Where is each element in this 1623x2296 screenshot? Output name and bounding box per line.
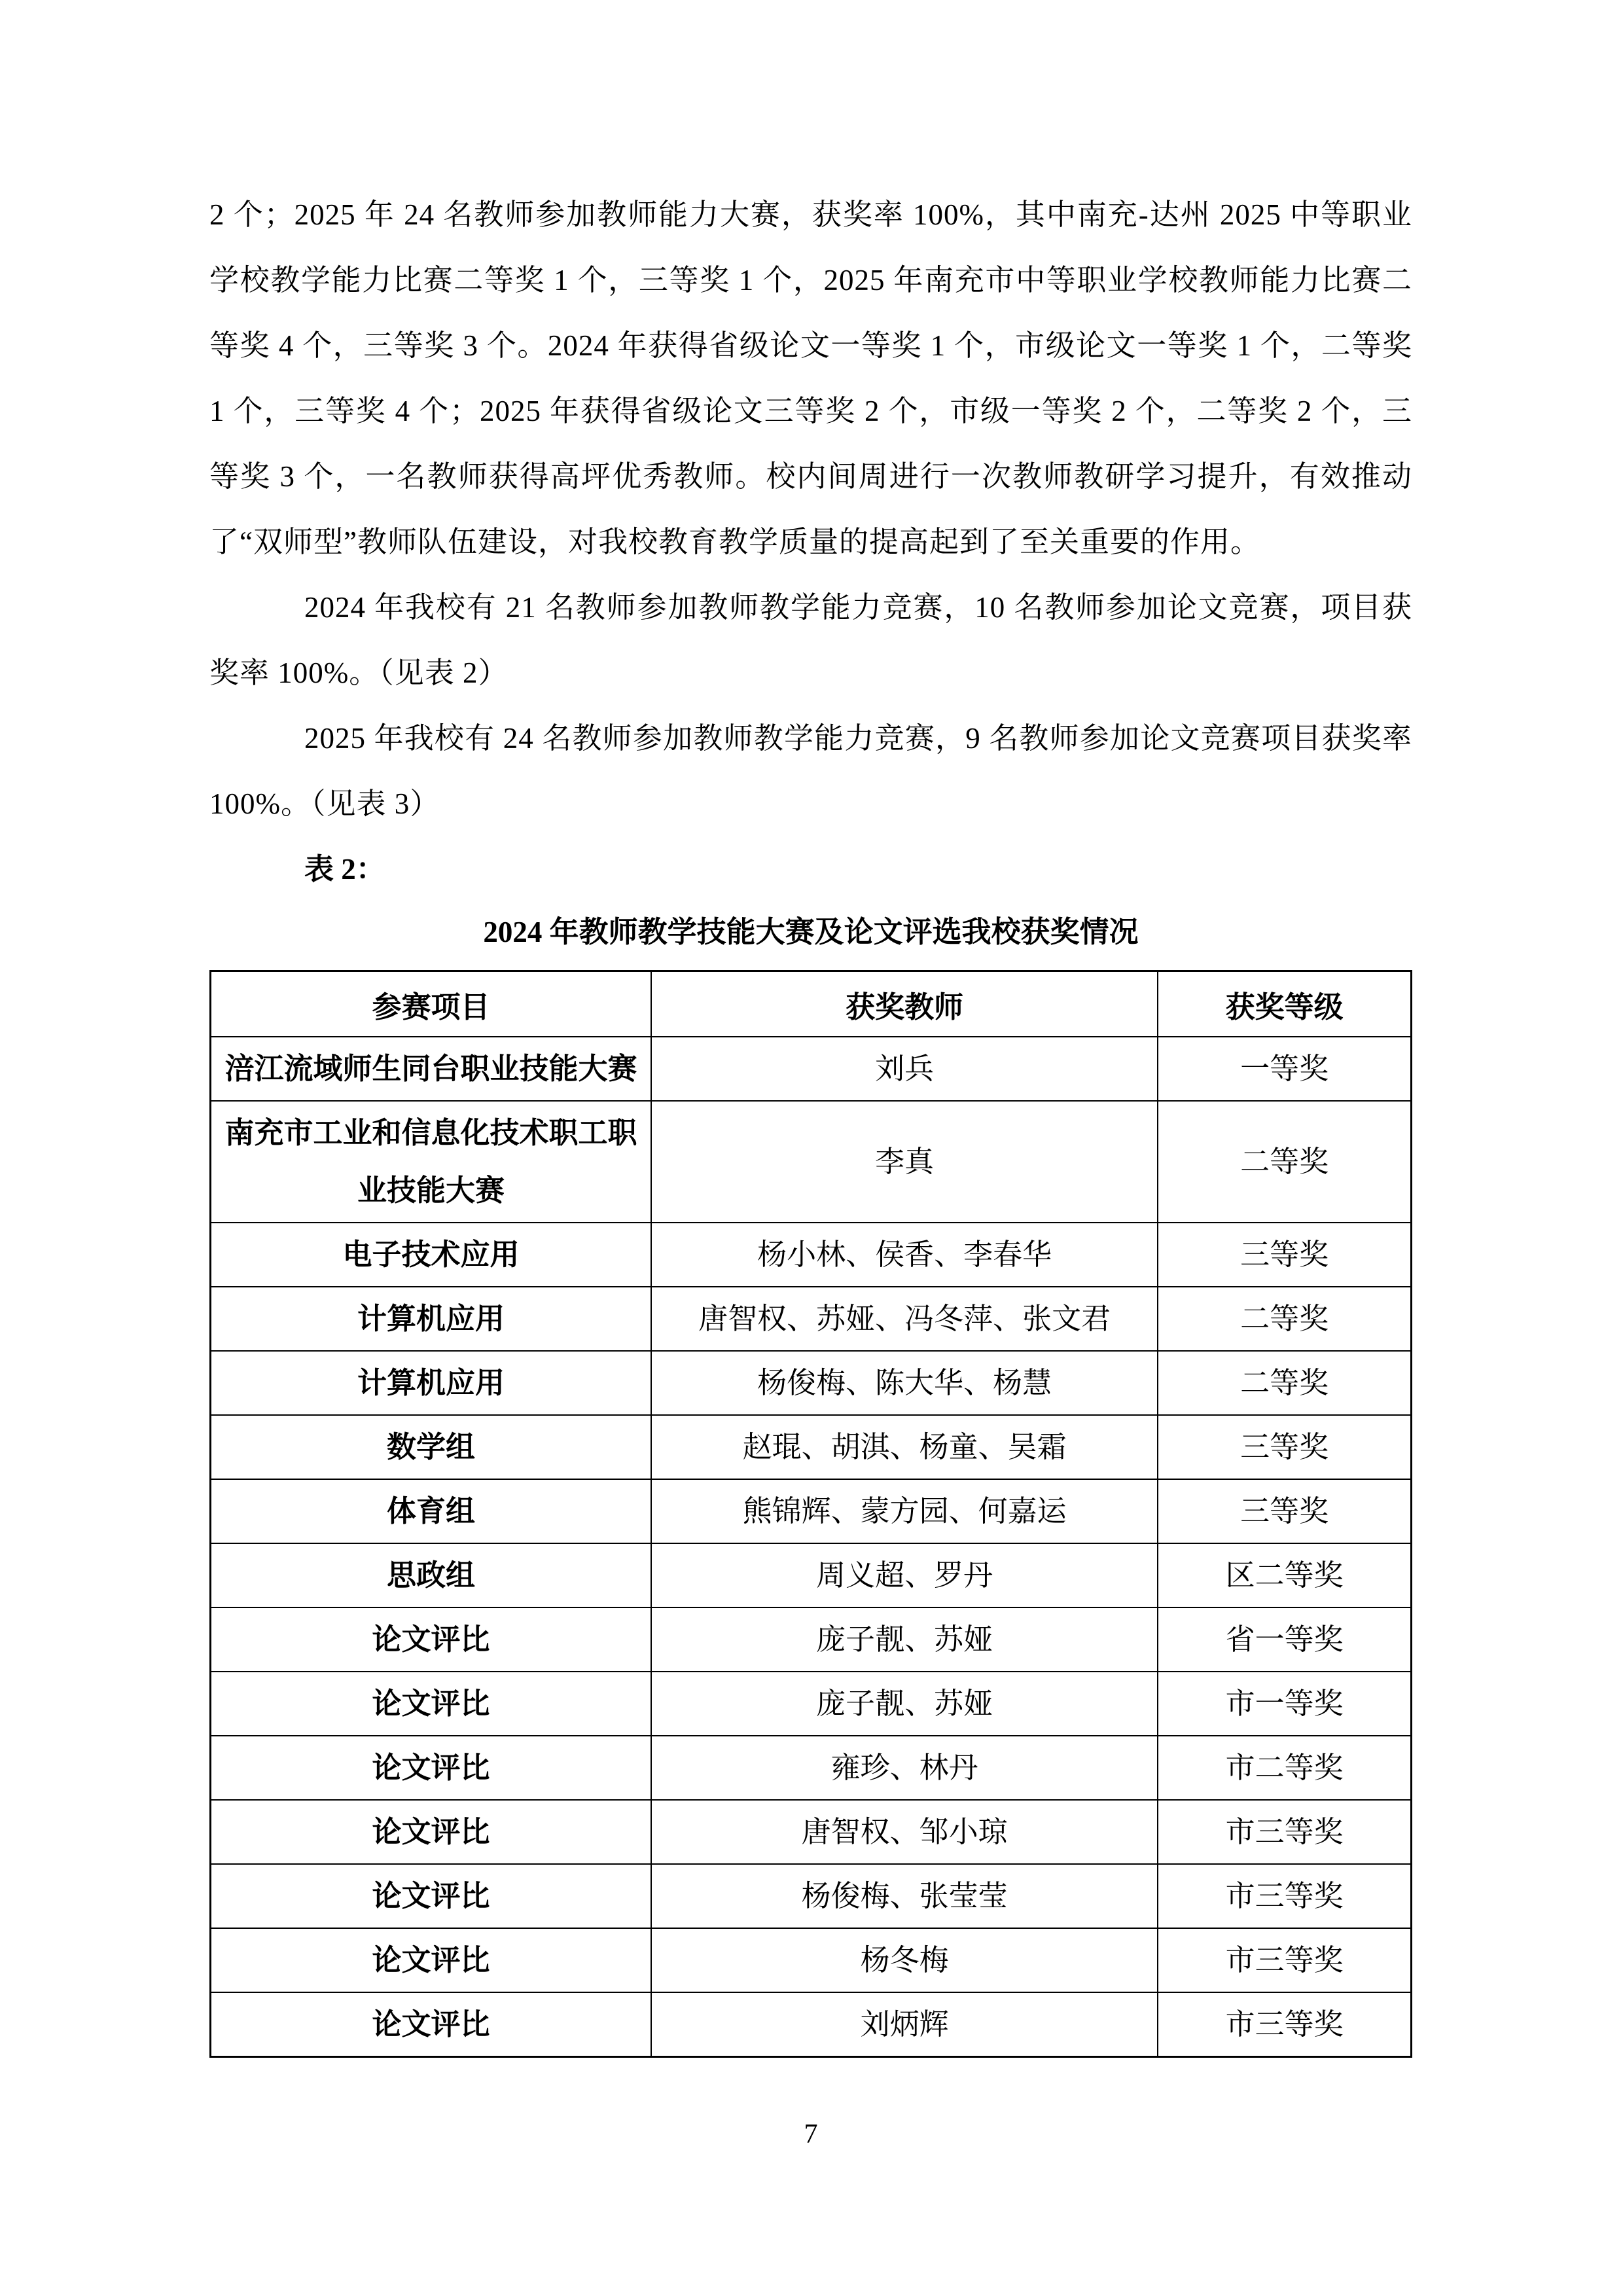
cell-award: 一等奖 <box>1158 1037 1411 1101</box>
cell-award: 三等奖 <box>1158 1415 1411 1479</box>
table-row-1 <box>211 1037 1412 1101</box>
table-row-12 <box>211 1800 1412 1864</box>
cell-project: 论文评比 <box>211 1672 651 1736</box>
table-row-2 <box>211 1101 1412 1223</box>
cell-teachers: 赵琨、胡淇、杨童、吴霜 <box>651 1415 1158 1479</box>
paragraph-1: 2 个；2025 年 24 名教师参加教师能力大赛，获奖率 100%，其中南充-达州 2025 中等职业学校教学能力比赛二等奖 1 个，三等奖 1 个，2025 年南充市中等职业学校教师能力比赛二等奖 4 个，三等奖 3 个。2024 年获得省级论文一等奖 1 个，市级论文一等奖 1 个，二等奖 1 个，三等奖 4 个；2025 年获得省级论文三等奖 2 个，市级一等奖 2 个，二等奖 2 个，三等奖 3 个，一名教师获得高坪优秀教师。校内间周进行一次教师教研学习提升，有效推动了“双师型”教师队伍建设，对我校教育教学质量的提高起到了至关重要的作用。 <box>209 198 1412 558</box>
cell-award: 二等奖 <box>1158 1101 1411 1223</box>
cell-project: 数学组 <box>211 1415 651 1479</box>
table-row-9 <box>211 1607 1412 1672</box>
cell-teachers: 杨冬梅 <box>651 1928 1158 1992</box>
cell-project: 论文评比 <box>211 1736 651 1800</box>
cell-award: 市二等奖 <box>1158 1736 1411 1800</box>
table-row-11 <box>211 1736 1412 1800</box>
cell-award: 市三等奖 <box>1158 1864 1411 1928</box>
table-row-3 <box>211 1223 1412 1287</box>
cell-project: 论文评比 <box>211 1928 651 1992</box>
cell-award: 二等奖 <box>1158 1351 1411 1415</box>
table-row-4 <box>211 1287 1412 1351</box>
table-row-14 <box>211 1928 1412 1992</box>
cell-project: 涪江流域师生同台职业技能大赛 <box>211 1037 651 1101</box>
cell-project: 南充市工业和信息化技术职工职业技能大赛 <box>211 1101 651 1223</box>
cell-project: 思政组 <box>211 1543 651 1607</box>
table-row-8 <box>211 1543 1412 1607</box>
cell-project: 计算机应用 <box>211 1351 651 1415</box>
cell-teachers: 熊锦辉、蒙方园、何嘉运 <box>651 1479 1158 1543</box>
table-row-7 <box>211 1479 1412 1543</box>
paragraph-2: 2024 年我校有 21 名教师参加教师教学能力竞赛，10 名教师参加论文竞赛，项目获奖率 100%。（见表 2） <box>209 591 1412 689</box>
cell-project: 论文评比 <box>211 1607 651 1672</box>
cell-teachers: 庞子靓、苏娅 <box>651 1607 1158 1672</box>
table-2-title: 2024 年教师教学技能大赛及论文评选我校获奖情况 <box>483 916 1139 948</box>
awards-table <box>209 970 1412 2058</box>
header-project: 参赛项目 <box>211 971 651 1037</box>
table-header-row <box>211 971 1412 1037</box>
cell-award: 三等奖 <box>1158 1479 1411 1543</box>
cell-award: 市三等奖 <box>1158 1928 1411 1992</box>
table-row-13 <box>211 1864 1412 1928</box>
cell-project: 论文评比 <box>211 1800 651 1864</box>
cell-teachers: 杨小林、侯香、李春华 <box>651 1223 1158 1287</box>
header-award: 获奖等级 <box>1158 971 1411 1037</box>
cell-project: 论文评比 <box>211 1864 651 1928</box>
cell-teachers: 杨俊梅、张莹莹 <box>651 1864 1158 1928</box>
table-row-5 <box>211 1351 1412 1415</box>
cell-teachers: 刘炳辉 <box>651 1992 1158 2057</box>
cell-project: 计算机应用 <box>211 1287 651 1351</box>
cell-teachers: 杨俊梅、陈大华、杨慧 <box>651 1351 1158 1415</box>
cell-teachers: 刘兵 <box>651 1037 1158 1101</box>
cell-award: 市一等奖 <box>1158 1672 1411 1736</box>
header-teachers: 获奖教师 <box>651 971 1158 1037</box>
cell-project: 电子技术应用 <box>211 1223 651 1287</box>
cell-teachers: 周义超、罗丹 <box>651 1543 1158 1607</box>
table-row-10 <box>211 1672 1412 1736</box>
cell-award: 三等奖 <box>1158 1223 1411 1287</box>
table-row-6 <box>211 1415 1412 1479</box>
page-number: 7 <box>804 2119 818 2149</box>
table-row-15 <box>211 1992 1412 2057</box>
cell-project: 论文评比 <box>211 1992 651 2057</box>
cell-award: 二等奖 <box>1158 1287 1411 1351</box>
paragraph-3: 2025 年我校有 24 名教师参加教师教学能力竞赛，9 名教师参加论文竞赛项目获奖率 100%。（见表 3） <box>209 722 1412 820</box>
cell-award: 区二等奖 <box>1158 1543 1411 1607</box>
cell-award: 市三等奖 <box>1158 1800 1411 1864</box>
cell-award: 省一等奖 <box>1158 1607 1411 1672</box>
cell-teachers: 唐智权、苏娅、冯冬萍、张文君 <box>651 1287 1158 1351</box>
cell-teachers: 雍珍、林丹 <box>651 1736 1158 1800</box>
cell-teachers: 唐智权、邹小琼 <box>651 1800 1158 1864</box>
cell-teachers: 庞子靓、苏娅 <box>651 1672 1158 1736</box>
body-text <box>209 182 1412 836</box>
cell-award: 市三等奖 <box>1158 1992 1411 2057</box>
table-2-label: 表 2： <box>304 853 385 886</box>
cell-teachers: 李真 <box>651 1101 1158 1223</box>
cell-project: 体育组 <box>211 1479 651 1543</box>
